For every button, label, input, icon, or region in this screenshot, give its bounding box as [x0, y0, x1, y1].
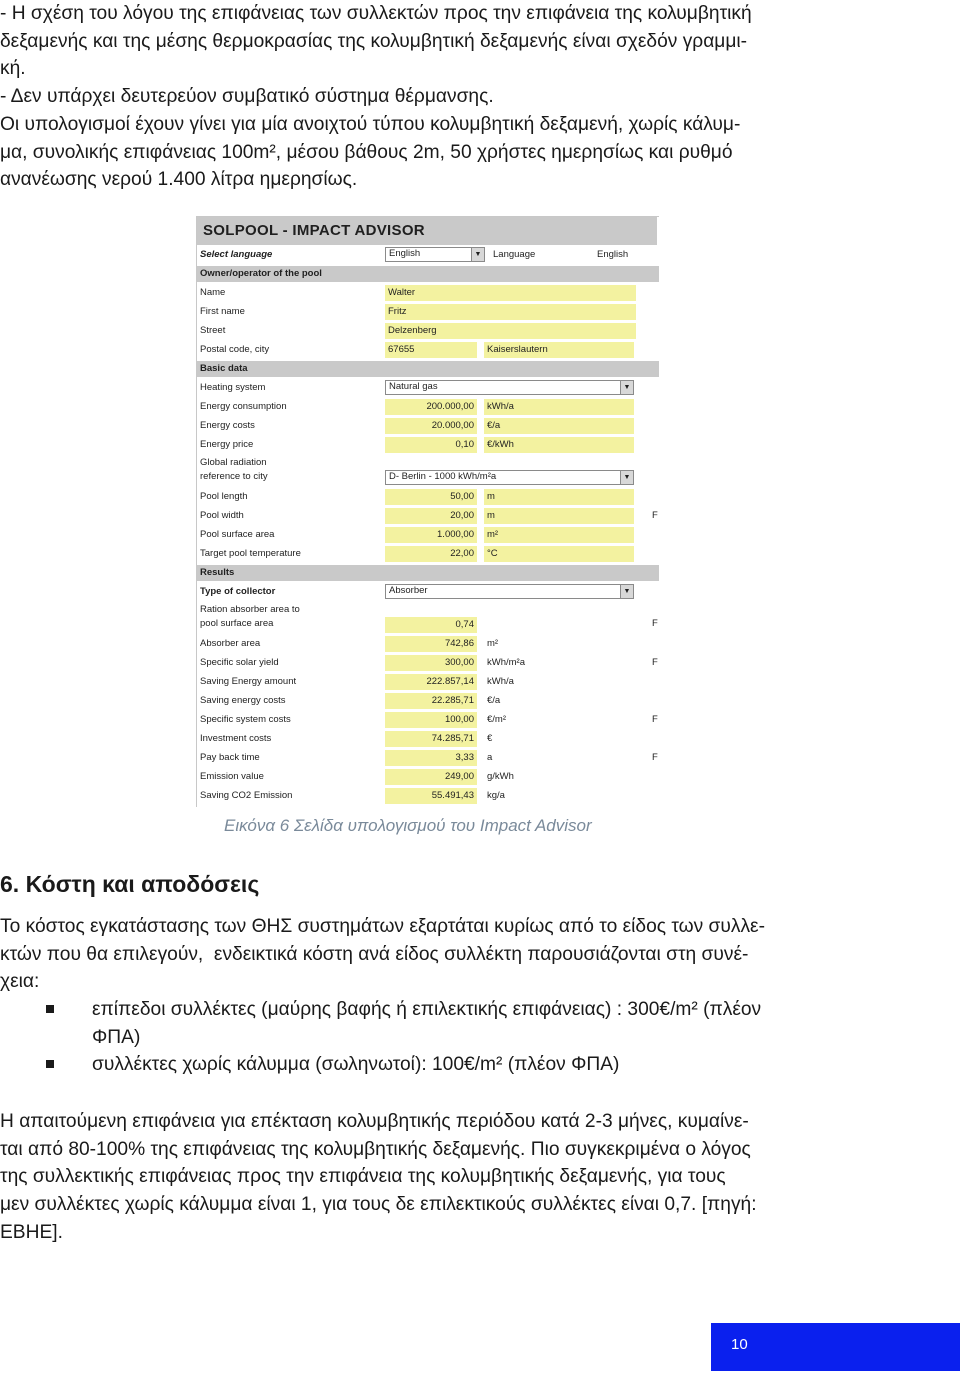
- cell-value[interactable]: 1.000,00: [385, 527, 477, 543]
- text-line: - Η σχέση του λόγου της επιφάνειας των συλλεκτών προς την επιφάνεια της κολυμβητική: [0, 3, 752, 24]
- pool-row: [197, 489, 659, 505]
- cell-value: 222.857,14: [385, 674, 477, 690]
- result-row: [197, 674, 659, 690]
- row-label: Type of collector: [200, 586, 276, 597]
- text-line: επίπεδοι συλλέκτες (μαύρης βαφής ή επιλεκτικής επιφάνειας) : 300€/m² (πλέον: [92, 999, 762, 1020]
- text-line: ΦΠΑ): [92, 1026, 141, 1048]
- row-label: Saving Energy amount: [200, 676, 297, 687]
- row-label: Pool length: [200, 491, 248, 502]
- clipped-column-mark: F: [652, 752, 658, 763]
- row-label: Ration absorber area to: [200, 604, 300, 615]
- intro-paragraph: [0, 0, 856, 194]
- row-label: Pool surface area: [200, 529, 275, 540]
- list-item: [0, 1051, 856, 1079]
- cell-unit: m²: [487, 638, 499, 649]
- cell-value: 249,00: [385, 769, 477, 785]
- row-label: Investment costs: [200, 733, 272, 744]
- select-language-label: Select language: [200, 249, 273, 260]
- owner-firstname-value[interactable]: Fritz: [385, 304, 636, 320]
- heating-select[interactable]: [385, 380, 634, 395]
- owner-street-value[interactable]: Delzenberg: [385, 323, 636, 339]
- results-header: [197, 565, 659, 581]
- chevron-down-icon[interactable]: ▼: [620, 381, 633, 394]
- cell-unit: m²: [484, 527, 634, 543]
- basic-row: [197, 437, 659, 453]
- text-line: μα, συνολικής επιφάνειας 100m², μέσου βάθους 2m, 50 χρήστες ημερησίως και ρυθμό: [0, 141, 733, 163]
- cell-unit: €/kWh: [484, 437, 634, 453]
- collector-row: [197, 584, 659, 600]
- spreadsheet-figure: [196, 216, 659, 807]
- results-header-label: Results: [200, 567, 235, 578]
- heating-select-value: Natural gas: [389, 381, 438, 392]
- row-label: Energy price: [200, 439, 254, 450]
- cell-value: 100,00: [385, 712, 477, 728]
- owner-city-value[interactable]: Kaiserslautern: [484, 342, 634, 358]
- cell-unit: kWh/a: [484, 399, 634, 415]
- text-line: ται από 80-100% της επιφάνειας της κολυμβητικής δεξαμενής. Πιο συγκεκριμένα ο λόγος: [0, 1138, 751, 1160]
- cell-value: 0,74: [385, 617, 477, 633]
- sheet-title: SOLPOOL - IMPACT ADVISOR: [203, 222, 425, 239]
- row-label: Saving CO2 Emission: [200, 790, 293, 801]
- row-label: Target pool temperature: [200, 548, 301, 559]
- cell-value[interactable]: 20,00: [385, 508, 477, 524]
- clipped-column-mark: F: [652, 510, 658, 521]
- language-select[interactable]: [385, 247, 485, 262]
- cell-unit: g/kWh: [487, 771, 514, 782]
- row-label: Heating system: [200, 382, 266, 393]
- cell-unit: m: [484, 508, 634, 524]
- language-right-value: English: [597, 249, 629, 260]
- clipped-column-mark: F: [652, 657, 658, 668]
- row-label: Energy consumption: [200, 401, 287, 412]
- owner-header-label: Owner/operator of the pool: [200, 268, 322, 279]
- text-line: της συλλεκτικής επιφάνειας προς την επιφάνεια της κολυμβητικής δεξαμενής, για τους: [0, 1166, 726, 1188]
- pool-row: [197, 508, 659, 524]
- cell-value[interactable]: 20.000,00: [385, 418, 477, 434]
- collector-select[interactable]: [385, 584, 634, 599]
- language-right-label: Language: [493, 249, 536, 260]
- text-line: Οι υπολογισμοί έχουν γίνει για μία ανοιχτού τύπου κολυμβητική δεξαμενή, χωρίς κάλυμ-: [0, 113, 741, 135]
- cell-unit: kWh/a: [487, 676, 514, 687]
- owner-header: [197, 266, 659, 282]
- text-line: Το κόστος εγκατάστασης των ΘΗΣ συστημάτων εξαρτάται κυρίως από το είδος των συλλε-: [0, 916, 766, 937]
- result-row: [197, 693, 659, 709]
- list-item: [0, 996, 856, 1051]
- row-label: Energy costs: [200, 420, 255, 431]
- text-line: κή.: [0, 58, 26, 80]
- figure-caption: Εικόνα 6 Σελίδα υπολογισμού του Impact Advisor: [224, 816, 592, 835]
- cell-unit: €: [487, 733, 493, 744]
- row-label: Saving energy costs: [200, 695, 286, 706]
- row-label: Pool width: [200, 510, 244, 521]
- text-line: - Δεν υπάρχει δευτερεύον συμβατικό σύστημα θέρμανσης.: [0, 86, 494, 108]
- result-row: [197, 731, 659, 747]
- sheet-title-bar: [197, 217, 657, 245]
- cell-value[interactable]: 50,00: [385, 489, 477, 505]
- bullet-icon: [46, 1060, 54, 1068]
- section-paragraph: [0, 1108, 856, 1247]
- row-label: Global radiation: [200, 457, 267, 468]
- cell-value: 300,00: [385, 655, 477, 671]
- cell-value[interactable]: 0,10: [385, 437, 477, 453]
- owner-row-postal: [197, 342, 659, 358]
- row-label: Name: [200, 287, 226, 298]
- text-line: Η απαιτούμενη επιφάνεια για επέκταση κολυμβητικής περιόδου κατά 2-3 μήνες, κυμαίνε-: [0, 1111, 749, 1132]
- cell-unit: €/a: [487, 695, 501, 706]
- cell-value: 74.285,71: [385, 731, 477, 747]
- owner-name-value[interactable]: Walter: [385, 285, 636, 301]
- text-line: ανανέωσης νερού 1.400 λίτρα ημερησίως.: [0, 169, 358, 191]
- result-row: [197, 769, 659, 785]
- heating-row: [197, 380, 659, 396]
- clipped-column-mark: F: [652, 714, 658, 725]
- cell-unit: m: [484, 489, 634, 505]
- owner-row-firstname: [197, 304, 659, 320]
- result-row: [197, 788, 659, 804]
- cell-value: 742,86: [385, 636, 477, 652]
- cost-list: [0, 996, 856, 1079]
- row-label: Street: [200, 325, 226, 336]
- row-label: Postal code, city: [200, 344, 270, 355]
- text-line: χεια:: [0, 971, 40, 993]
- row-label: First name: [200, 306, 245, 317]
- owner-row-name: [197, 285, 659, 301]
- section-heading: 6. Κόστη και αποδόσεις: [0, 871, 260, 897]
- ratio-row: [197, 603, 659, 633]
- cell-unit: kWh/m²a: [487, 657, 525, 668]
- cell-value: 22.285,71: [385, 693, 477, 709]
- basic-row: [197, 418, 659, 434]
- chevron-down-icon[interactable]: ▼: [620, 471, 633, 484]
- select-language-row: [197, 247, 659, 263]
- result-row: [197, 750, 659, 766]
- text-line: μεν συλλέκτες χωρίς κάλυμμα είναι 1, για τους δε επιλεκτικούς συλλέκτες είναι 0,7. [πηγή:: [0, 1194, 757, 1216]
- bullet-icon: [46, 1005, 54, 1013]
- owner-row-street: [197, 323, 659, 339]
- radiation-row: [197, 456, 659, 486]
- cell-unit: €/a: [484, 418, 634, 434]
- basic-row: [197, 399, 659, 415]
- result-row: [197, 655, 659, 671]
- cell-unit: kg/a: [487, 790, 505, 801]
- basic-header-label: Basic data: [200, 363, 248, 374]
- row-label: reference to city: [200, 471, 268, 482]
- radiation-select-value: D- Berlin - 1000 kWh/m²a: [389, 471, 497, 482]
- cell-unit: °C: [484, 546, 634, 562]
- cell-value: 55.491,43: [385, 788, 477, 804]
- cell-value: 3,33: [385, 750, 477, 766]
- text-line: δεξαμενής και της μέσης θερμοκρασίας της κολυμβητική δεξαμενής είναι σχεδόν γραμμι-: [0, 30, 748, 52]
- chevron-down-icon[interactable]: ▼: [471, 248, 484, 261]
- row-label: Absorber area: [200, 638, 261, 649]
- page-number: 10: [731, 1336, 748, 1353]
- chevron-down-icon[interactable]: ▼: [620, 585, 633, 598]
- row-label: Specific solar yield: [200, 657, 279, 668]
- text-line: κτών που θα επιλεγούν, ενδεικτικά κόστη ανά είδος συλλέκτη παρουσιάζονται στη συνέ-: [0, 943, 749, 965]
- pool-row: [197, 527, 659, 543]
- row-label: Emission value: [200, 771, 264, 782]
- row-label: Pay back time: [200, 752, 260, 763]
- pool-row: [197, 546, 659, 562]
- cell-unit: €/m²: [487, 714, 506, 725]
- section-paragraph: [0, 913, 856, 996]
- cell-value[interactable]: 22,00: [385, 546, 477, 562]
- radiation-select[interactable]: [385, 470, 634, 485]
- result-row: [197, 712, 659, 728]
- page-number-box: [711, 1323, 960, 1371]
- row-label: Specific system costs: [200, 714, 291, 725]
- row-label: pool surface area: [200, 618, 274, 629]
- text-line: συλλέκτες χωρίς κάλυμμα (σωληνωτοί): 100€/m² (πλέον ΦΠΑ): [92, 1054, 620, 1076]
- clipped-column-mark: F: [652, 618, 658, 629]
- result-row: [197, 636, 659, 652]
- collector-select-value: Absorber: [389, 585, 428, 596]
- basic-header: [197, 361, 659, 377]
- language-select-value: English: [389, 248, 421, 259]
- cell-unit: a: [487, 752, 493, 763]
- text-line: ΕΒΗΕ].: [0, 1221, 63, 1243]
- owner-postal-value[interactable]: 67655: [385, 342, 477, 358]
- cell-value[interactable]: 200.000,00: [385, 399, 477, 415]
